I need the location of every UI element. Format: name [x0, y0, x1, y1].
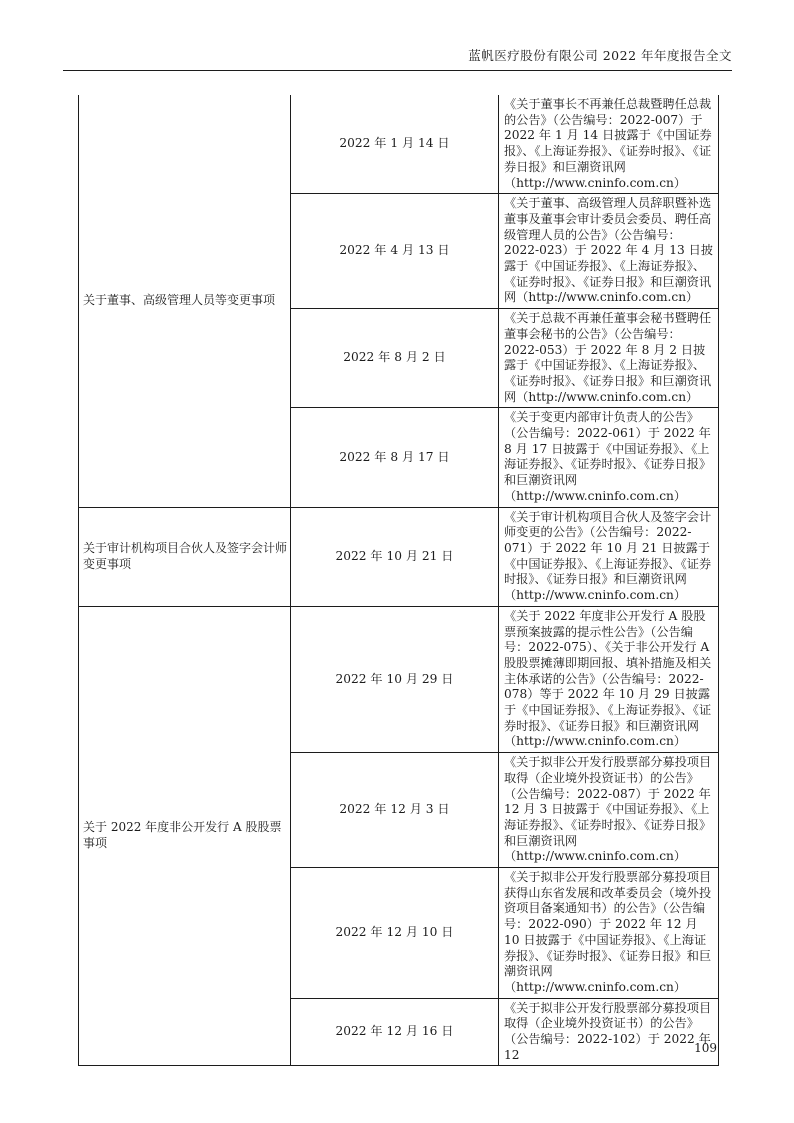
announcement-cell: 《关于董事、高级管理人员辞职暨补选董事及董事会审计委员会委员、聘任高级管理人员的公告》（公告编号：2022-023）于 2022 年 4 月 13 日披露于《中国证券报》、《上海证券报》、《证券时报》、《证券日报》和巨潮资讯网（http://www.cninfo.com.cn） [499, 194, 719, 309]
announcement-cell: 《关于拟非公开发行股票部分募投项目取得（企业境外投资证书）的公告》（公告编号：2022-102）于 2022 年 12 [499, 998, 719, 1066]
date-cell: 2022 年 10 月 29 日 [291, 606, 499, 752]
announcement-cell: 《关于总裁不再兼任董事会秘书暨聘任董事会秘书的公告》（公告编号：2022-053）于 2022 年 8 月 2 日披露于《中国证券报》、《上海证券报》、《证券时报》、《证券日报》和巨潮资讯网（http://www.cninfo.com.cn） [499, 309, 719, 408]
category-cell: 关于 2022 年度非公开发行 A 股股票事项 [79, 606, 291, 1066]
date-cell: 2022 年 8 月 2 日 [291, 309, 499, 408]
date-cell: 2022 年 12 月 3 日 [291, 753, 499, 868]
announcement-cell: 《关于变更内部审计负责人的公告》（公告编号：2022-061）于 2022 年 8 月 17 日披露于《中国证券报》、《上海证券报》、《证券时报》、《证券日报》和巨潮资讯网（http://www.cninfo.com.cn） [499, 408, 719, 507]
announcement-cell: 《关于 2022 年度非公开发行 A 股股票预案披露的提示性公告》（公告编号：2022-075）、《关于非公开发行 A 股股票摊薄即期回报、填补措施及相关主体承诺的公告》（公告编号：2022-078）等于 2022 年 10 月 29 日披露于《中国证券报》、《上海证券报》、《证券时报》、《证券日报》和巨潮资讯网（http://www.cninfo.com.cn） [499, 606, 719, 752]
page-number: 109 [694, 1041, 717, 1055]
page-header-title: 蓝帆医疗股份有限公司 2022 年年度报告全文 [63, 46, 732, 71]
announcement-cell: 《关于审计机构项目合伙人及签字会计师变更的公告》（公告编号：2022-071）于 2022 年 10 月 21 日披露于《中国证券报》、《上海证券报》、《证券时报》、《证券日报》和巨潮资讯网（http://www.cninfo.com.cn） [499, 507, 719, 606]
date-cell: 2022 年 1 月 14 日 [291, 95, 499, 194]
date-cell: 2022 年 4 月 13 日 [291, 194, 499, 309]
category-cell: 关于董事、高级管理人员等变更事项 [79, 95, 291, 507]
category-cell: 关于审计机构项目合伙人及签字会计师变更事项 [79, 507, 291, 606]
table-row [79, 507, 719, 606]
announcement-cell: 《关于拟非公开发行股票部分募投项目取得（企业境外投资证书）的公告》（公告编号：2022-087）于 2022 年 12 月 3 日披露于《中国证券报》、《上海证券报》、《证券时报》、《证券日报》和巨潮资讯网（http://www.cninfo.com.cn） [499, 753, 719, 868]
table-row [79, 95, 719, 194]
date-cell: 2022 年 8 月 17 日 [291, 408, 499, 507]
date-cell: 2022 年 12 月 10 日 [291, 868, 499, 999]
announcements-table [78, 95, 719, 1066]
date-cell: 2022 年 10 月 21 日 [291, 507, 499, 606]
announcement-cell: 《关于拟非公开发行股票部分募投项目获得山东省发展和改革委员会（境外投资项目备案通知书）的公告》（公告编号：2022-090）于 2022 年 12 月 10 日披露于《中国证券报》、《上海证券报》、《证券时报》、《证券日报》和巨潮资讯网（http://www.cninfo.com.cn） [499, 868, 719, 999]
date-cell: 2022 年 12 月 16 日 [291, 998, 499, 1066]
table-row [79, 606, 719, 752]
announcement-cell: 《关于董事长不再兼任总裁暨聘任总裁的公告》（公告编号：2022-007）于 2022 年 1 月 14 日披露于《中国证券报》、《上海证券报》、《证券时报》、《证券日报》和巨潮资讯网（http://www.cninfo.com.cn） [499, 95, 719, 194]
